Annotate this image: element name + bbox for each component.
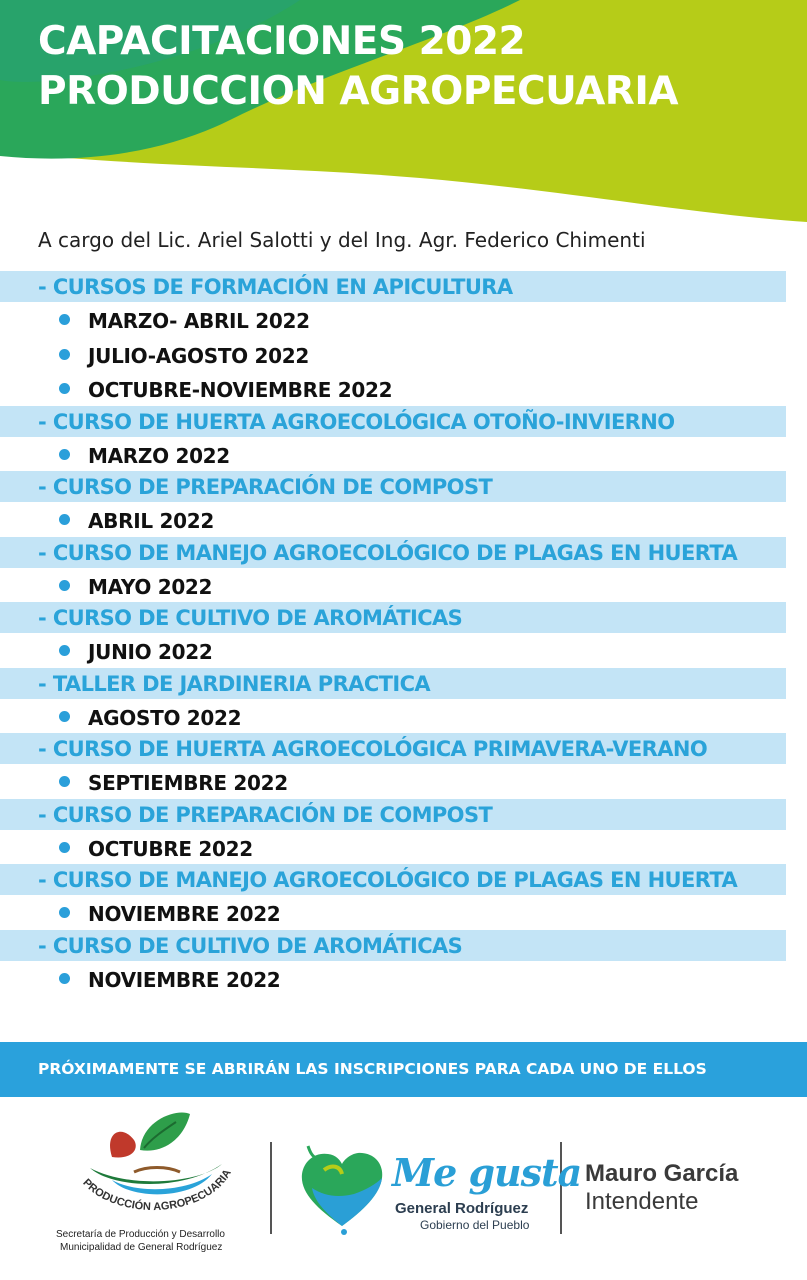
course-date-item [0, 502, 807, 537]
course-title: - CURSO DE MANEJO AGROECOLÓGICO DE PLAGAS EN HUERTA [38, 540, 738, 565]
course-header [0, 602, 786, 633]
course-date: ABRIL 2022 [88, 509, 214, 533]
gobierno-del-pueblo-label: Gobierno del Pueblo [420, 1218, 530, 1232]
mayor-name: Mauro García [585, 1160, 739, 1187]
course-date-item [0, 337, 807, 372]
footer-divider [270, 1142, 272, 1234]
course-date: MAYO 2022 [88, 574, 213, 599]
instructors-subtitle: A cargo del Lic. Ariel Salotti y del Ing. Agr. Federico Chimenti [38, 228, 646, 252]
general-rodriguez-label: General Rodríguez [395, 1200, 529, 1217]
course-header [0, 406, 786, 437]
course-header [0, 799, 786, 830]
bullet-icon [59, 711, 70, 722]
course-date: MARZO 2022 [88, 443, 230, 468]
course-header [0, 471, 786, 502]
banner-text: PRÓXIMAMENTE SE ABRIRÁN LAS INSCRIPCIONES PARA CADA UNO DE ELLOS [38, 1060, 707, 1078]
course-date: AGOSTO 2022 [88, 705, 242, 730]
course-date: MARZO- ABRIL 2022 [88, 309, 310, 333]
page-title-line-2: PRODUCCION AGROPECUARIA [38, 69, 679, 114]
course-title: - TALLER DE JARDINERIA PRACTICA [38, 671, 431, 696]
course-list [0, 271, 807, 995]
course-title: - CURSO DE CULTIVO DE AROMÁTICAS [38, 606, 463, 630]
bullet-icon [59, 580, 70, 591]
bullet-icon [59, 383, 70, 394]
course-date-item [0, 961, 807, 996]
course-date: JUNIO 2022 [88, 640, 213, 664]
bullet-icon [59, 514, 70, 525]
course-date: JULIO-AGOSTO 2022 [88, 343, 310, 368]
course-date-item [0, 830, 807, 865]
bullet-icon [59, 973, 70, 984]
mayor-role: Intendente [585, 1188, 699, 1215]
course-title: - CURSO DE PREPARACIÓN DE COMPOST [38, 475, 493, 499]
course-date-item [0, 699, 807, 734]
course-date-item [0, 895, 807, 930]
course-date-item [0, 764, 807, 799]
megusta-wordmark: Me gusta [392, 1150, 582, 1195]
course-date-item [0, 437, 807, 472]
course-date-item [0, 302, 807, 337]
course-header [0, 537, 786, 568]
bullet-icon [59, 645, 70, 656]
course-title: - CURSO DE CULTIVO DE AROMÁTICAS [38, 933, 463, 958]
enrollment-banner [0, 1042, 807, 1097]
bullet-icon [59, 349, 70, 360]
bullet-icon [59, 776, 70, 787]
course-header [0, 668, 786, 699]
course-date-item [0, 633, 807, 668]
produccion-agropecuaria-emblem-icon [52, 1102, 270, 1232]
course-title: - CURSO DE HUERTA AGROECOLÓGICA OTOÑO-INVIERNO [38, 409, 675, 434]
heart-leaf-icon [294, 1140, 390, 1236]
course-date: OCTUBRE-NOVIEMBRE 2022 [88, 378, 393, 402]
bullet-icon [59, 314, 70, 325]
course-date: OCTUBRE 2022 [88, 836, 253, 861]
course-date-item [0, 371, 807, 406]
course-date: NOVIEMBRE 2022 [88, 967, 281, 992]
page-title-line-1: CAPACITACIONES 2022 [38, 19, 526, 64]
course-title: - CURSO DE MANEJO AGROECOLÓGICO DE PLAGAS EN HUERTA [38, 868, 738, 892]
logo1-ring-text: PRODUCCIÓN AGROPECUARIA [80, 1167, 234, 1214]
course-date: SEPTIEMBRE 2022 [88, 771, 288, 795]
course-header [0, 930, 786, 961]
logo1-caption-line-1: Secretaría de Producción y Desarrollo [56, 1229, 225, 1240]
course-header [0, 271, 786, 302]
course-date-item [0, 568, 807, 603]
course-header [0, 733, 786, 764]
bullet-icon [59, 842, 70, 853]
course-title: - CURSO DE PREPARACIÓN DE COMPOST [38, 802, 493, 827]
course-header [0, 864, 786, 895]
logo1-caption-line-2: Municipalidad de General Rodríguez [60, 1242, 223, 1253]
bullet-icon [59, 449, 70, 460]
course-date: NOVIEMBRE 2022 [88, 902, 281, 926]
course-title: - CURSOS DE FORMACIÓN EN APICULTURA [38, 275, 513, 299]
course-title: - CURSO DE HUERTA AGROECOLÓGICA PRIMAVERA-VERANO [38, 737, 708, 761]
bullet-icon [59, 907, 70, 918]
